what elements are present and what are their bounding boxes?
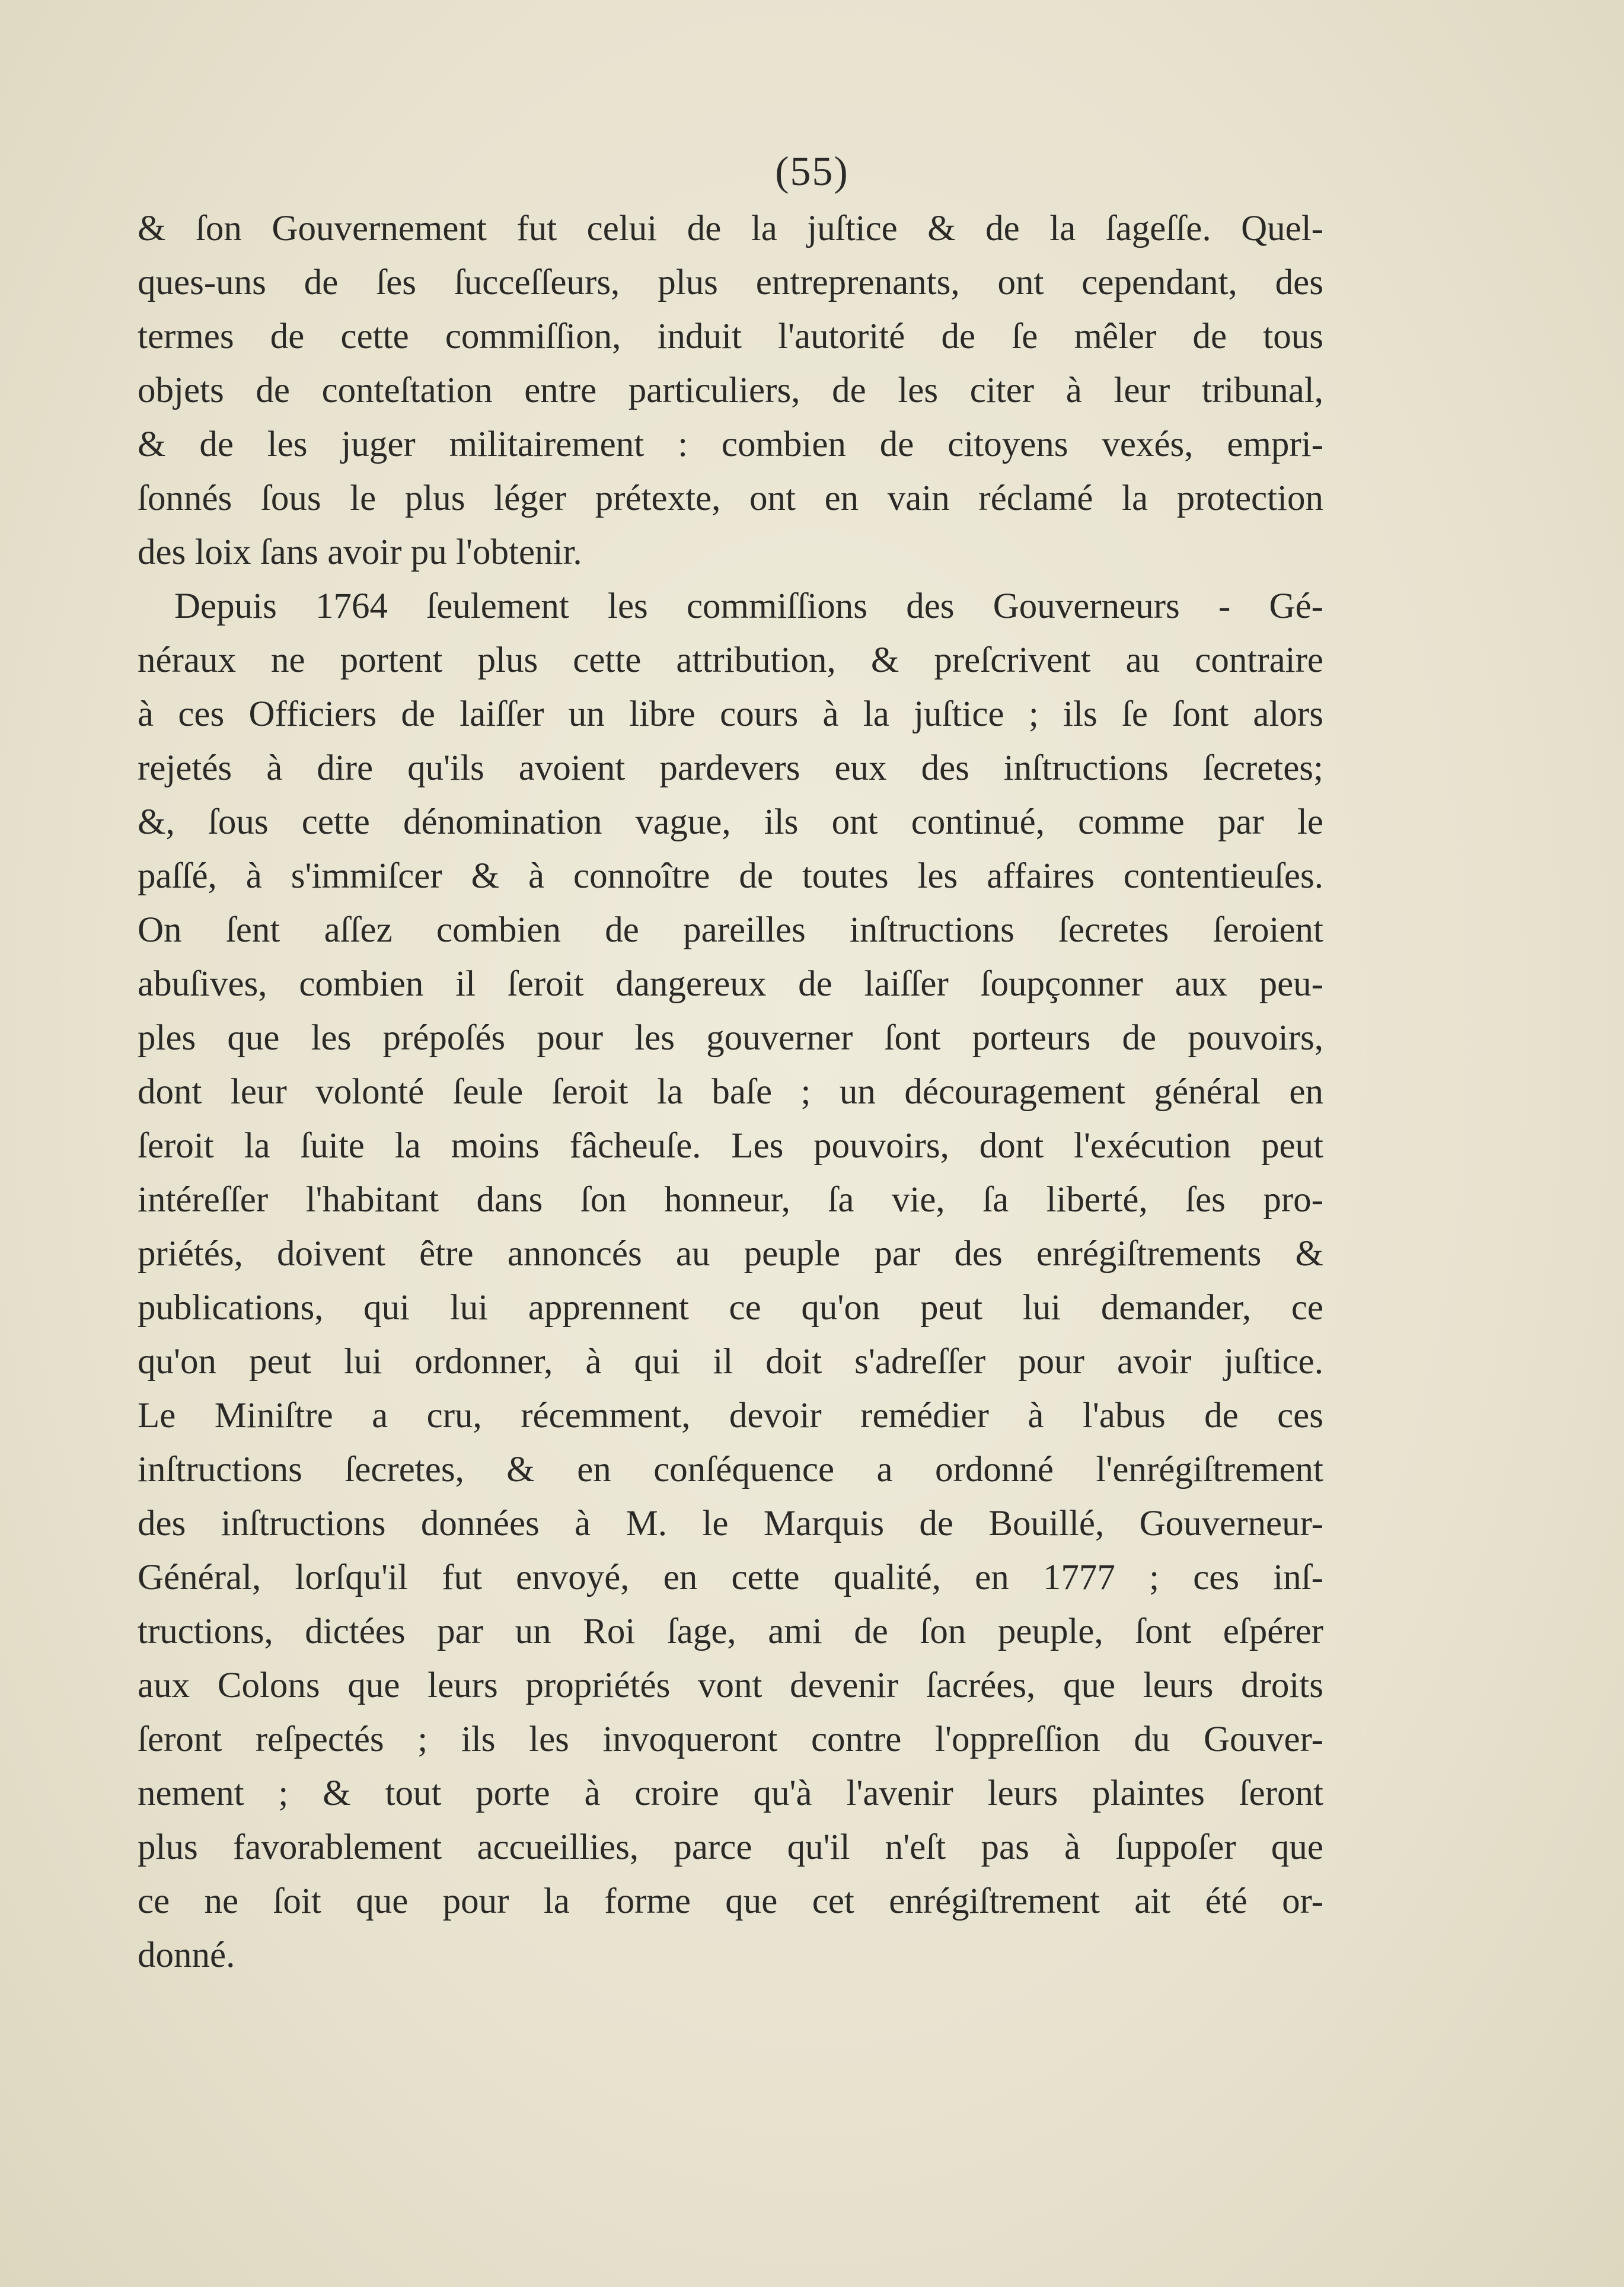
text-line: nement ; & tout porte à croire qu'à l'avenir leurs plaintes ſeront [138,1774,1323,1813]
text-line: &, ſous cette dénomination vague, ils ont continué, comme par le [138,802,1323,842]
text-line: & ſon Gouvernement fut celui de la juſtice & de la ſageſſe. Quel- [138,209,1323,248]
paragraph-1 [138,202,1323,579]
text-line: paſſé, à s'immiſcer & à connoître de toutes les affaires contentieuſes. [138,856,1323,896]
text-line: dont leur volonté ſeule ſeroit la baſe ; un découragement général en [138,1072,1323,1112]
text-line: ce ne ſoit que pour la forme que cet enrégiſtrement ait été or- [138,1881,1323,1921]
text-line: donné. [138,1935,235,1975]
text-line: inſtructions ſecretes, & en conſéquence a ordonné l'enrégiſtrement [138,1450,1323,1489]
body-text [138,202,1323,1982]
text-line: Le Miniſtre a cru, récemment, devoir remédier à l'abus de ces [138,1396,1323,1436]
text-line: tructions, dictées par un Roi ſage, ami de ſon peuple, ſont eſpérer [138,1612,1323,1651]
text-line: priétés, doivent être annoncés au peuple par des enrégiſtrements & [138,1234,1323,1274]
text-line: On ſent aſſez combien de pareilles inſtructions ſecretes ſeroient [138,910,1323,950]
text-line: intéreſſer l'habitant dans ſon honneur, ſa vie, ſa liberté, ſes pro- [138,1180,1323,1220]
text-line: ques-uns de ſes ſucceſſeurs, plus entreprenants, ont cependant, des [138,263,1323,302]
text-line: des inſtructions données à M. le Marquis de Bouillé, Gouverneur- [138,1504,1323,1543]
text-line: Général, lorſqu'il fut envoyé, en cette qualité, en 1777 ; ces inſ- [138,1558,1323,1597]
text-line: à ces Officiers de laiſſer un libre cours à la juſtice ; ils ſe ſont alors [138,694,1323,734]
text-line: ples que les prépoſés pour les gouverner ſont porteurs de pouvoirs, [138,1018,1323,1058]
text-line: publications, qui lui apprennent ce qu'on peut lui demander, ce [138,1288,1323,1328]
text-line: abuſives, combien il ſeroit dangereux de laiſſer ſoupçonner aux peu- [138,964,1323,1004]
text-line: rejetés à dire qu'ils avoient pardevers eux des inſtructions ſecretes; [138,748,1323,788]
text-line: aux Colons que leurs propriétés vont devenir ſacrées, que leurs droits [138,1666,1323,1705]
text-line: ſeroit la ſuite la moins fâcheuſe. Les pouvoirs, dont l'exécution peut [138,1126,1323,1166]
text-line: & de les juger militairement : combien de citoyens vexés, empri- [138,425,1323,464]
text-line: ſonnés ſous le plus léger prétexte, ont en vain réclamé la protection [138,479,1323,518]
page-number: (55) [775,149,849,194]
text-line: Depuis 1764 ſeulement les commiſſions des Gouverneurs - Gé- [174,586,1323,626]
text-line: plus favorablement accueillies, parce qu'il n'eſt pas à ſuppoſer que [138,1827,1323,1867]
text-line: termes de cette commiſſion, induit l'autorité de ſe mêler de tous [138,317,1323,356]
text-line: qu'on peut lui ordonner, à qui il doit s'adreſſer pour avoir juſtice. [138,1342,1323,1382]
paragraph-2 [138,579,1323,1982]
text-line: néraux ne portent plus cette attribution, & preſcrivent au contraire [138,640,1323,680]
text-line: ſeront reſpectés ; ils les invoqueront contre l'oppreſſion du Gouver- [138,1720,1323,1759]
text-line: des loix ſans avoir pu l'obtenir. [138,532,582,572]
text-line: objets de conteſtation entre particuliers, de les citer à leur tribunal, [138,371,1323,410]
